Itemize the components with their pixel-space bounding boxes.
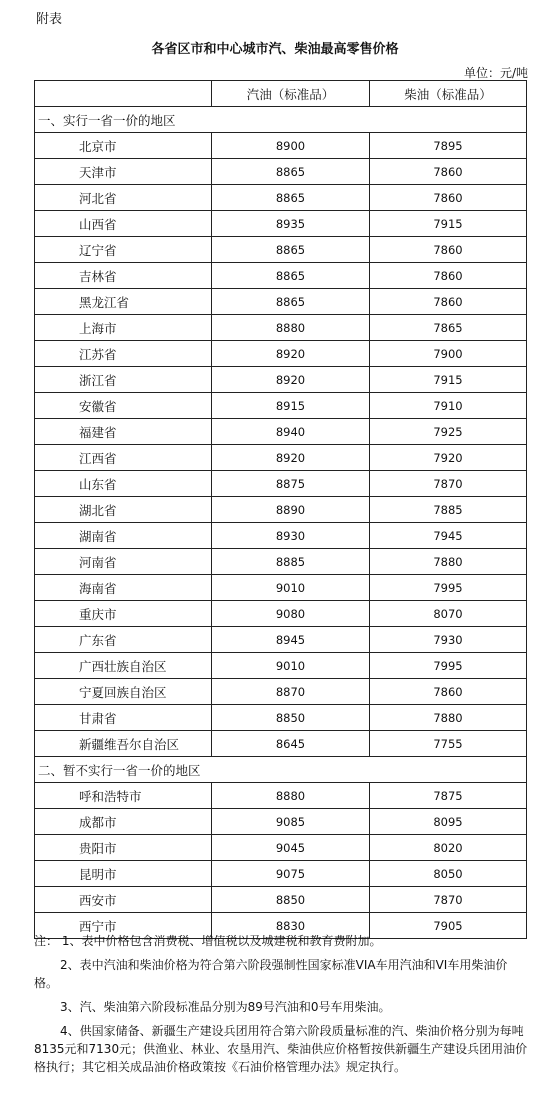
notes-section [34,932,530,1076]
diesel-price: 7910 [370,393,527,419]
diesel-price: 7860 [370,237,527,263]
gasoline-price: 8880 [212,315,370,341]
table-row [35,887,527,913]
gasoline-price: 8645 [212,731,370,757]
table-row [35,679,527,705]
region-name: 辽宁省 [35,237,212,263]
diesel-price: 7915 [370,367,527,393]
gasoline-price: 9010 [212,653,370,679]
gasoline-price: 8875 [212,471,370,497]
diesel-price: 7930 [370,627,527,653]
gasoline-price: 9045 [212,835,370,861]
gasoline-price: 8865 [212,289,370,315]
region-name: 呼和浩特市 [35,783,212,809]
diesel-price: 7870 [370,471,527,497]
gasoline-price: 8865 [212,185,370,211]
table-row [35,471,527,497]
gasoline-price: 8920 [212,367,370,393]
region-name: 宁夏回族自治区 [35,679,212,705]
gasoline-price: 8930 [212,523,370,549]
gasoline-price: 8865 [212,263,370,289]
region-name: 江苏省 [35,341,212,367]
table-row [35,549,527,575]
section-header-row [35,107,527,133]
table-row [35,237,527,263]
note-item: 注： 1、表中价格包含消费税、增值税以及城建税和教育费附加。 [34,934,382,948]
document-title: 各省区市和中心城市汽、柴油最高零售价格 [151,42,399,57]
region-name: 湖南省 [35,523,212,549]
diesel-price: 7885 [370,497,527,523]
table-row [35,783,527,809]
diesel-price: 8095 [370,809,527,835]
gasoline-price: 9085 [212,809,370,835]
diesel-price: 7860 [370,679,527,705]
region-name: 广东省 [35,627,212,653]
gasoline-price: 8915 [212,393,370,419]
region-name: 天津市 [35,159,212,185]
price-table [34,80,527,939]
table-row [35,861,527,887]
table-row [35,731,527,757]
region-name: 山西省 [35,211,212,237]
table-row [35,575,527,601]
table-row [35,185,527,211]
region-name: 山东省 [35,471,212,497]
diesel-price: 7995 [370,653,527,679]
diesel-price: 7900 [370,341,527,367]
gasoline-price: 8865 [212,237,370,263]
region-name: 西宁市 [35,913,212,939]
table-row [35,835,527,861]
region-name: 浙江省 [35,367,212,393]
region-name: 黑龙江省 [35,289,212,315]
diesel-price: 7915 [370,211,527,237]
table-row [35,705,527,731]
region-name: 河南省 [35,549,212,575]
table-row [35,497,527,523]
region-name: 新疆维吾尔自治区 [35,731,212,757]
table-row [35,445,527,471]
section-label: 二、暂不实行一省一价的地区 [35,757,527,783]
region-name: 江西省 [35,445,212,471]
diesel-price: 7880 [370,705,527,731]
region-name: 甘肃省 [35,705,212,731]
region-name: 广西壮族自治区 [35,653,212,679]
attachment-label: 附表 [36,12,63,27]
diesel-price: 8020 [370,835,527,861]
table-row [35,367,527,393]
gasoline-price: 8850 [212,705,370,731]
diesel-price: 7860 [370,185,527,211]
table-header-row [35,81,527,107]
diesel-price: 7905 [370,913,527,939]
section-header-row [35,757,527,783]
gasoline-price: 8940 [212,419,370,445]
region-name: 安徽省 [35,393,212,419]
region-name: 河北省 [35,185,212,211]
table-row [35,601,527,627]
diesel-price: 7860 [370,159,527,185]
table-row [35,211,527,237]
table-row [35,159,527,185]
table-row [35,809,527,835]
diesel-price: 7945 [370,523,527,549]
gasoline-price: 8830 [212,913,370,939]
table-body [35,107,527,939]
column-header-gasoline: 汽油（标准品） [212,81,370,107]
diesel-price: 7860 [370,289,527,315]
diesel-price: 7870 [370,887,527,913]
column-header-region [35,81,212,107]
region-name: 吉林省 [35,263,212,289]
region-name: 昆明市 [35,861,212,887]
diesel-price: 8070 [370,601,527,627]
diesel-price: 7755 [370,731,527,757]
region-name: 福建省 [35,419,212,445]
diesel-price: 7925 [370,419,527,445]
gasoline-price: 8945 [212,627,370,653]
unit-label: 单位：元/吨 [463,66,528,80]
region-name: 贵阳市 [35,835,212,861]
gasoline-price: 8900 [212,133,370,159]
region-name: 重庆市 [35,601,212,627]
region-name: 西安市 [35,887,212,913]
table-row [35,133,527,159]
note-item: 2、表中汽油和柴油价格为符合第六阶段强制性国家标准VIA车用汽油和VI车用柴油价格。 [34,958,508,990]
note-item: 4、供国家储备、新疆生产建设兵团用符合第六阶段质量标准的汽、柴油价格分别为每吨8135元和7130元；供渔业、林业、农垦用汽、柴油供应价格暂按供新疆生产建设兵团用油价格执行；其它相关成品油价格政策按《石油价格管理办法》规定执行。 [34,1024,528,1074]
table-row [35,393,527,419]
diesel-price: 7895 [370,133,527,159]
region-name: 上海市 [35,315,212,341]
gasoline-price: 8880 [212,783,370,809]
diesel-price: 7880 [370,549,527,575]
diesel-price: 8050 [370,861,527,887]
gasoline-price: 8890 [212,497,370,523]
table-row [35,523,527,549]
diesel-price: 7860 [370,263,527,289]
table-row [35,653,527,679]
gasoline-price: 9010 [212,575,370,601]
region-name: 海南省 [35,575,212,601]
gasoline-price: 8850 [212,887,370,913]
gasoline-price: 8885 [212,549,370,575]
table-row [35,419,527,445]
region-name: 湖北省 [35,497,212,523]
table-row [35,263,527,289]
diesel-price: 7875 [370,783,527,809]
diesel-price: 7920 [370,445,527,471]
region-name: 成都市 [35,809,212,835]
diesel-price: 7865 [370,315,527,341]
table-row [35,341,527,367]
column-header-diesel: 柴油（标准品） [370,81,527,107]
table-row [35,315,527,341]
gasoline-price: 8920 [212,445,370,471]
note-item: 3、汽、柴油第六阶段标准品分别为89号汽油和0号车用柴油。 [60,1000,391,1014]
gasoline-price: 9075 [212,861,370,887]
gasoline-price: 9080 [212,601,370,627]
diesel-price: 7995 [370,575,527,601]
gasoline-price: 8935 [212,211,370,237]
region-name: 北京市 [35,133,212,159]
gasoline-price: 8865 [212,159,370,185]
gasoline-price: 8870 [212,679,370,705]
table-row [35,627,527,653]
section-label: 一、实行一省一价的地区 [35,107,527,133]
table-row [35,289,527,315]
gasoline-price: 8920 [212,341,370,367]
